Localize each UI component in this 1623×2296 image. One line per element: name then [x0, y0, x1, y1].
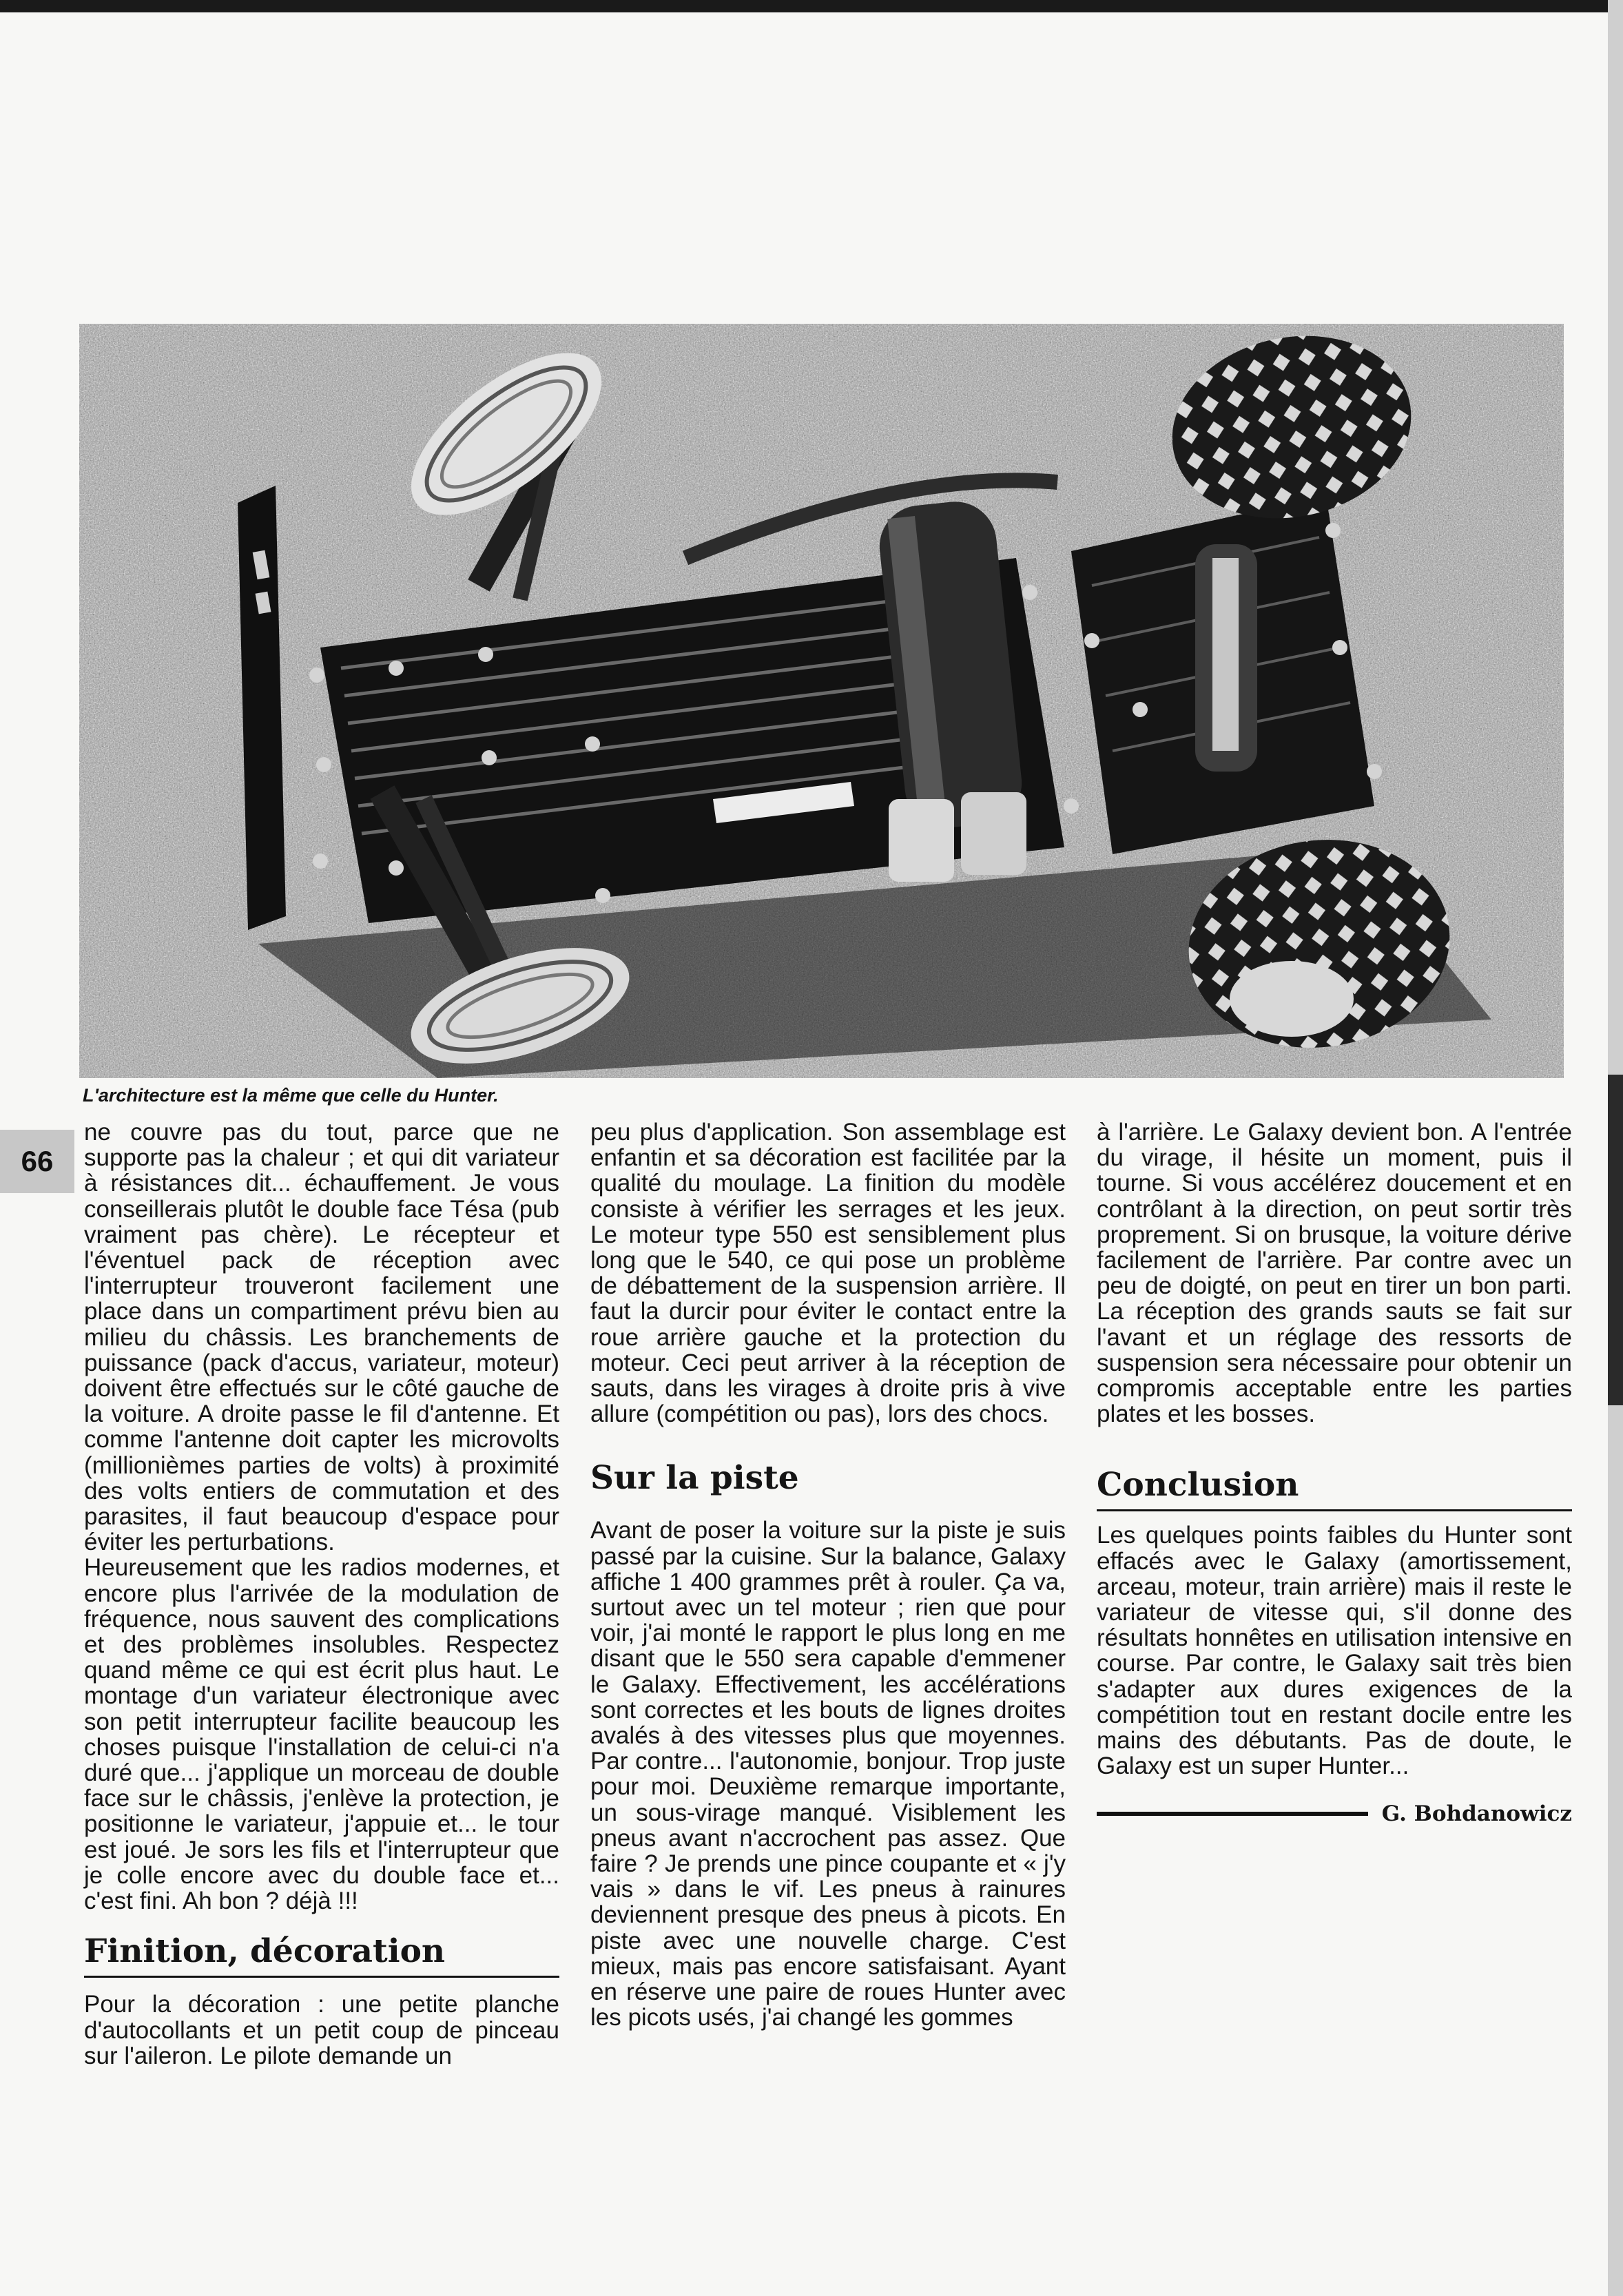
section-heading-conclusion: Conclusion [1097, 1465, 1572, 1511]
page-number-tab [0, 1130, 74, 1193]
signature-rule [1097, 1812, 1368, 1816]
text-column-3 [1097, 1119, 1572, 1830]
top-edge-band [0, 0, 1623, 12]
author-signature-row [1097, 1798, 1572, 1830]
body-paragraph: ne couvre pas du tout, parce que ne supporte pas la chaleur ; et qui dit variateur à résistances dit... échauffement. Je vous conseillerais plutôt le double face Tésa (pub vraiment pas chère). Le récepteur et l'éventuel pack de réception avec l'interrupteur trouveront facilement une place dans un compartiment prévu bien au milieu du châssis. Les branchements de puissance (pack d'accus, variateur, moteur) doivent être effectués sur le côté gauche de la voiture. A droite passe le fil d'antenne. Et comme l'antenne doit capter les microvolts (millionièmes parties de volts) à proximité des volts entiers de commutation et des parasites, il faut beaucoup d'espace pour éviter les perturbations. [84, 1119, 559, 1556]
photo-caption: L'architecture est la même que celle du Hunter. [83, 1085, 499, 1106]
right-edge-dark-tab [1608, 1075, 1623, 1405]
body-paragraph: Heureusement que les radios modernes, et encore plus l'arrivée de la modulation de fréquence, nous sauvent des complications et des problèmes insolubles. Respectez quand même ce qui est écrit plus haut. Le montage d'un variateur électronique avec son petit interrupteur facilite beaucoup les choses puisque l'installation de celui-ci n'a duré que... j'applique un morceau de double face sur le châssis, j'enlève la protection, je positionne le variateur, j'appuie et... le tour est joué. Je sors les fils et l'interrupteur que je colle encore avec du double face et... c'est fini. Ah bon ? déjà !!! [84, 1554, 559, 1915]
page-number: 66 [21, 1145, 54, 1177]
body-paragraph: à l'arrière. Le Galaxy devient bon. A l'entrée du virage, il hésite un moment, puis il tourne. Si vous accélérez doucement et en contrôlant à la direction, on peut sortir très proprement. Si on brusque, la voiture dérive facilement de l'arrière. Par contre avec un peu de doigté, on peut en tirer un bon parti. La réception des grands sauts se fait sur l'avant et un réglage des ressorts de suspension sera nécessaire pour obtenir un compromis acceptable entre les parties plates et les bosses. [1097, 1119, 1572, 1428]
car-chassis-photo [79, 324, 1564, 1078]
text-column-1 [84, 1119, 559, 2069]
section-heading-finition: Finition, décoration [84, 1932, 559, 1978]
text-column-2 [590, 1119, 1066, 2031]
body-paragraph: Pour la décoration : une petite planche d'autocollants et un petit coup de pinceau sur l'aileron. Le pilote demande un [84, 1991, 559, 2069]
section-heading-piste: Sur la piste [590, 1459, 799, 1498]
author-name: G. Bohdanowicz [1381, 1801, 1572, 1827]
body-paragraph: Les quelques points faibles du Hunter sont effacés avec le Galaxy (amortissement, arceau, moteur, train arrière) mais il reste le variateur de vitesse qui, s'il donne des résultats honnêtes en utilisation intensive en course. Par contre, le Galaxy sait très bien s'adapter aux dures exigences de la compétition tout en restant docile entre les mains des débutants. Pas de doute, le Galaxy est un super Hunter... [1097, 1522, 1572, 1780]
body-paragraph: peu plus d'application. Son assemblage est enfantin et sa décoration est facilitée par la qualité du moulage. La finition du modèle consiste à vérifier les serrages et les jeux. Le moteur type 550 est sensiblement plus long que le 540, ce qui pose un problème de débattement de la suspension arrière. Il faut la durcir pour éviter le contact entre la roue arrière gauche et la protection du moteur. Ceci peut arriver à la réception de sauts, dans les virages à droite pris à vive allure (compétition ou pas), lors des chocs. [590, 1119, 1066, 1428]
body-paragraph: Avant de poser la voiture sur la piste je suis passé par la cuisine. Sur la balance, Galaxy affiche 1 400 grammes prêt à rouler. Ça va, surtout avec un tel moteur ; rien que pour voir, j'ai monté le rapport le plus long en me disant que le 550 sera capable d'emmener le Galaxy. Effectivement, les accélérations sont correctes et les bouts de lignes droites avalés à des vitesses plus que moyennes. Par contre... l'autonomie, bonjour. Trop juste pour moi. Deuxième remarque importante, un sous-virage manqué. Visiblement les pneus avant n'accrochent pas assez. Que faire ? Je prends une pince coupante et « j'y vais » dans le vif. Les pneus à rainures deviennent presque des pneus à picots. En piste avec une nouvelle charge. C'est mieux, mais pas encore satisfaisant. Ayant en réserve une paire de roues Hunter avec les picots usés, j'ai changé les gommes [590, 1517, 1066, 2031]
